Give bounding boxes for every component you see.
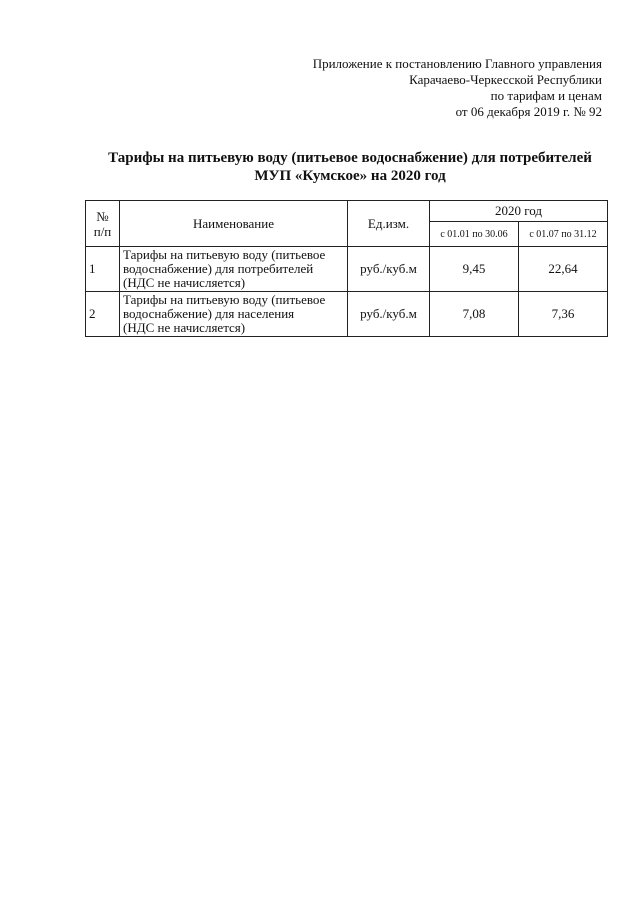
header-name: Наименование	[120, 201, 348, 247]
row-name-line: Тарифы на питьевую воду (питьевое	[123, 292, 326, 307]
row-value-period-1: 9,45	[430, 247, 519, 292]
tariff-table	[85, 200, 608, 337]
document-title	[70, 149, 630, 185]
row-value-period-1: 7,08	[430, 292, 519, 337]
header-unit: Ед.изм.	[348, 201, 430, 247]
row-name-line: водоснабжение) для населения	[123, 306, 295, 321]
row-unit: руб./куб.м	[348, 292, 430, 337]
row-name-line: (НДС не начисляется)	[123, 275, 246, 290]
table-row	[86, 292, 608, 337]
row-unit: руб./куб.м	[348, 247, 430, 292]
row-name-line: (НДС не начисляется)	[123, 320, 246, 335]
row-value-period-2: 22,64	[519, 247, 608, 292]
row-name	[120, 247, 348, 292]
appendix-line: от 06 декабря 2019 г. № 92	[455, 104, 602, 119]
header-period-1: с 01.01 по 30.06	[430, 222, 519, 247]
row-number: 2	[86, 292, 120, 337]
table-header-row	[86, 201, 608, 222]
title-line: МУП «Кумское» на 2020 год	[254, 168, 446, 184]
row-name-line: водоснабжение) для потребителей	[123, 261, 314, 276]
header-year: 2020 год	[430, 201, 608, 222]
row-value-period-2: 7,36	[519, 292, 608, 337]
appendix-line: по тарифам и ценам	[490, 88, 602, 103]
header-period-2: с 01.07 по 31.12	[519, 222, 608, 247]
appendix-line: Приложение к постановлению Главного управления	[312, 56, 602, 71]
table-row	[86, 247, 608, 292]
title-line: Тарифы на питьевую воду (питьевое водоснабжение) для потребителей	[108, 150, 592, 166]
row-name-line: Тарифы на питьевую воду (питьевое	[123, 247, 326, 262]
appendix-line: Карачаево-Черкесской Республики	[409, 72, 602, 87]
header-number-abbr: п/п	[93, 223, 112, 239]
appendix-reference	[313, 56, 602, 120]
header-number-symbol: №	[96, 208, 109, 224]
header-number	[86, 201, 120, 247]
row-name	[120, 292, 348, 337]
row-number: 1	[86, 247, 120, 292]
